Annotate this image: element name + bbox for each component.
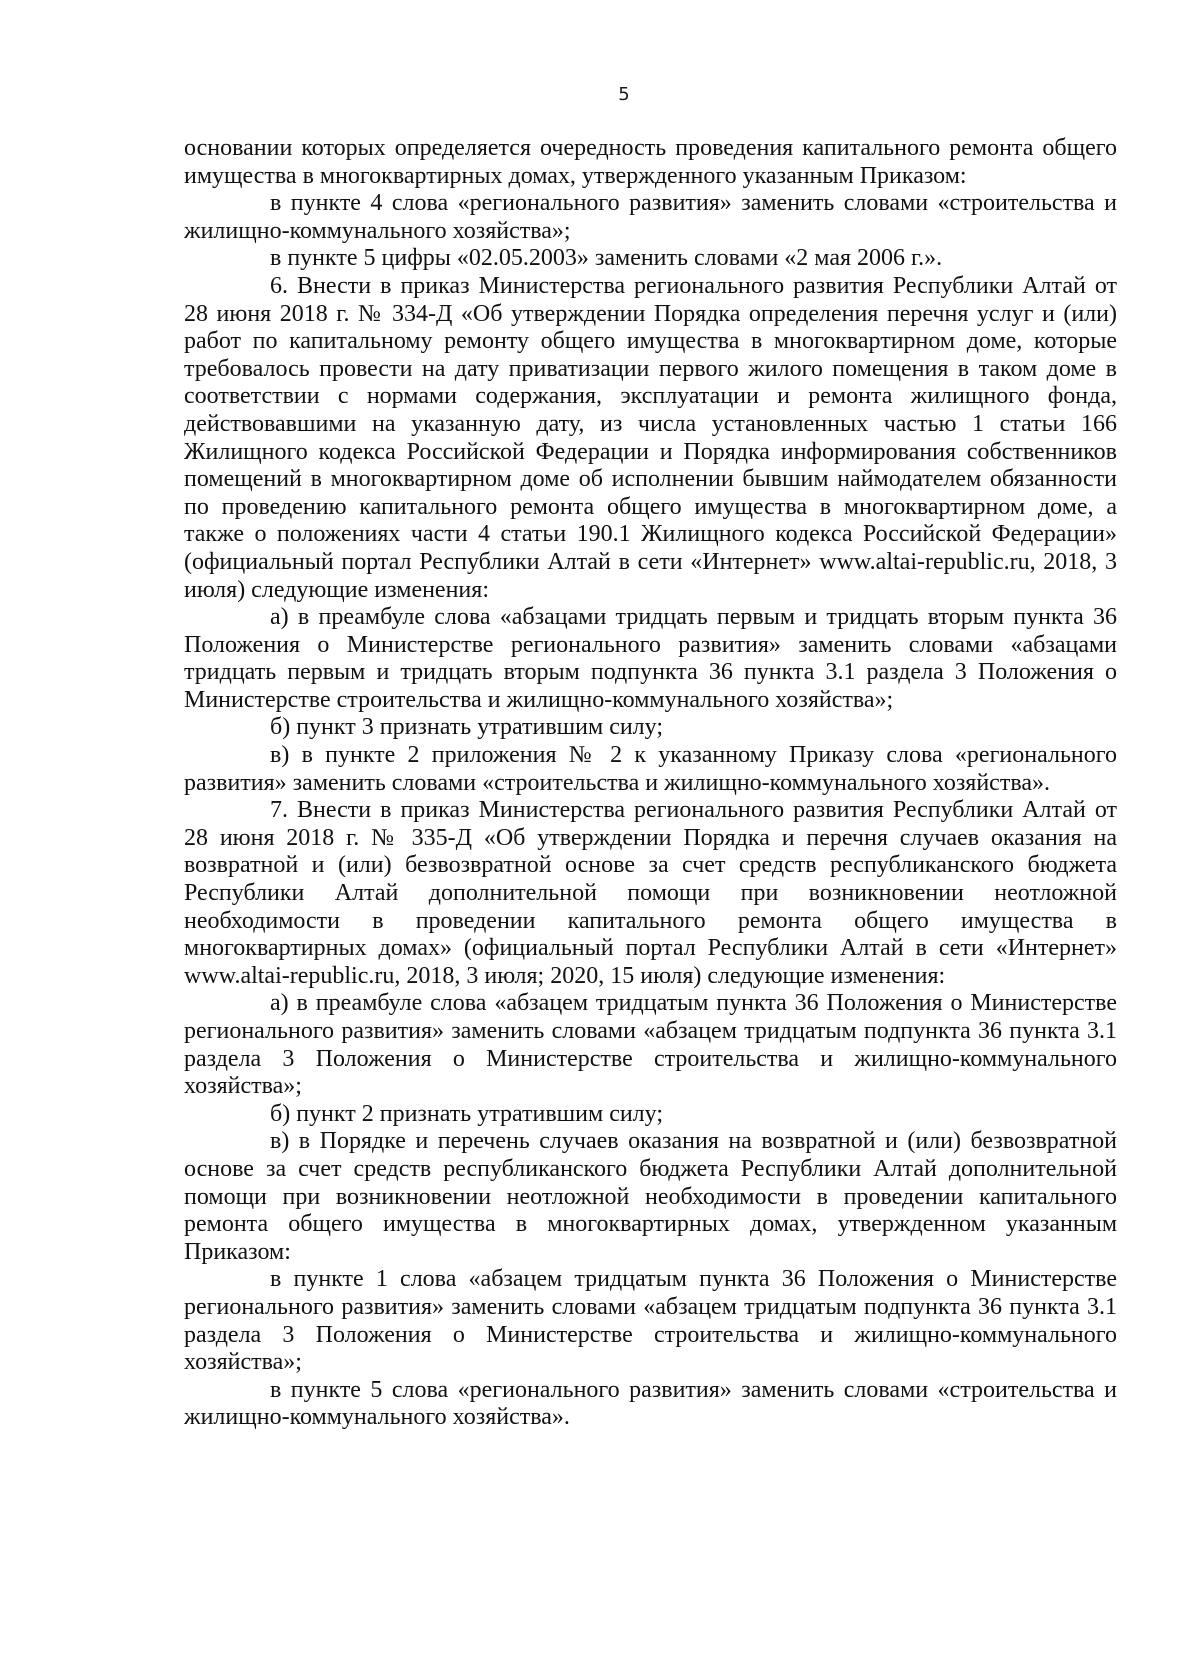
paragraph: а) в преамбуле слова «абзацами тридцать первым и тридцать вторым пункта 36 Положения о Министерстве регионального развития» заменить словами «абзацами тридцать первым и тридцать вторым подпункта 36 пункта 3.1 раздела 3 Положения о Министерстве строительства и жилищно-коммунального хозяйства»; [184,604,1117,713]
paragraph: а) в преамбуле слова «абзацем тридцатым пункта 36 Положения о Министерстве регионального развития» заменить словами «абзацем тридцатым подпункта 36 пункта 3.1 раздела 3 Положения о Министерстве строительства и жилищно-коммунального хозяйства»; [184,990,1117,1100]
paragraph: б) пункт 3 признать утратившим силу; [270,714,664,741]
paragraph: 7. Внести в приказ Министерства регионального развития Республики Алтай от 28 июня 2018 г. № 335-Д «Об утверждении Порядка и перечня случаев оказания на возвратной и (или) безвозвратной основе за счет средств республиканского бюджета Республики Алтай дополнительной помощи при возникновении неотложной необходимости в проведении капитального ремонта общего имущества в многоквартирных домах» (официальный портал Республики Алтай в сети «Интернет» www.altai-republic.ru, 2018, 3 июля; 2020, 15 июля) следующие изменения: [184,797,1117,989]
paragraph: в пункте 4 слова «регионального развития» заменить словами «строительства и жилищно-коммунального хозяйства»; [184,190,1117,244]
paragraph: в пункте 5 цифры «02.05.2003» заменить словами «2 мая 2006 г.». [270,245,943,272]
paragraph: в) в пункте 2 приложения № 2 к указанному Приказу слова «регионального развития» заменить словами «строительства и жилищно-коммунального хозяйства». [184,742,1117,796]
paragraph: в пункте 1 слова «абзацем тридцатым пункта 36 Положения о Министерстве регионального развития» заменить словами «абзацем тридцатым подпункта 36 пункта 3.1 раздела 3 Положения о Министерстве строительства и жилищно-коммунального хозяйства»; [184,1266,1117,1376]
paragraph: б) пункт 2 признать утратившим силу; [270,1100,664,1127]
paragraph: в пункте 5 слова «регионального развития» заменить словами «строительства и жилищно-коммунального хозяйства». [184,1376,1117,1431]
page-number: 5 [618,84,630,105]
paragraph: 6. Внести в приказ Министерства регионального развития Республики Алтай от 28 июня 2018 г. № 334-Д «Об утверждении Порядка определения перечня услуг и (или) работ по капитальному ремонту общего имущества в многоквартирном доме, которые требовалось провести на дату приватизации первого жилого помещения в таком доме в соответствии с нормами содержания, эксплуатации и ремонта жилищного фонда, действовавшими на указанную дату, из числа установленных частью 1 статьи 166 Жилищного кодекса Российской Федерации и Порядка информирования собственников помещений в многоквартирном доме об исполнении бывшим наймодателем обязанности по проведению капитального ремонта общего имущества в многоквартирном доме, а также о положениях части 4 статьи 190.1 Жилищного кодекса Российской Федерации» (официальный портал Республики Алтай в сети «Интернет» www.altai-republic.ru, 2018, 3 июля) следующие изменения: [184,272,1117,603]
paragraph: в) в Порядке и перечень случаев оказания на возвратной и (или) безвозвратной основе за счет средств республиканского бюджета Республики Алтай дополнительной помощи при возникновении неотложной необходимости в проведении капитального ремонта общего имущества в многоквартирных домах, утвержденном указанным Приказом: [184,1128,1117,1265]
paragraph: основании которых определяется очередность проведения капитального ремонта общего имущества в многоквартирных домах, утвержденного указанным Приказом: [184,135,1117,189]
document-body [184,135,1117,1432]
